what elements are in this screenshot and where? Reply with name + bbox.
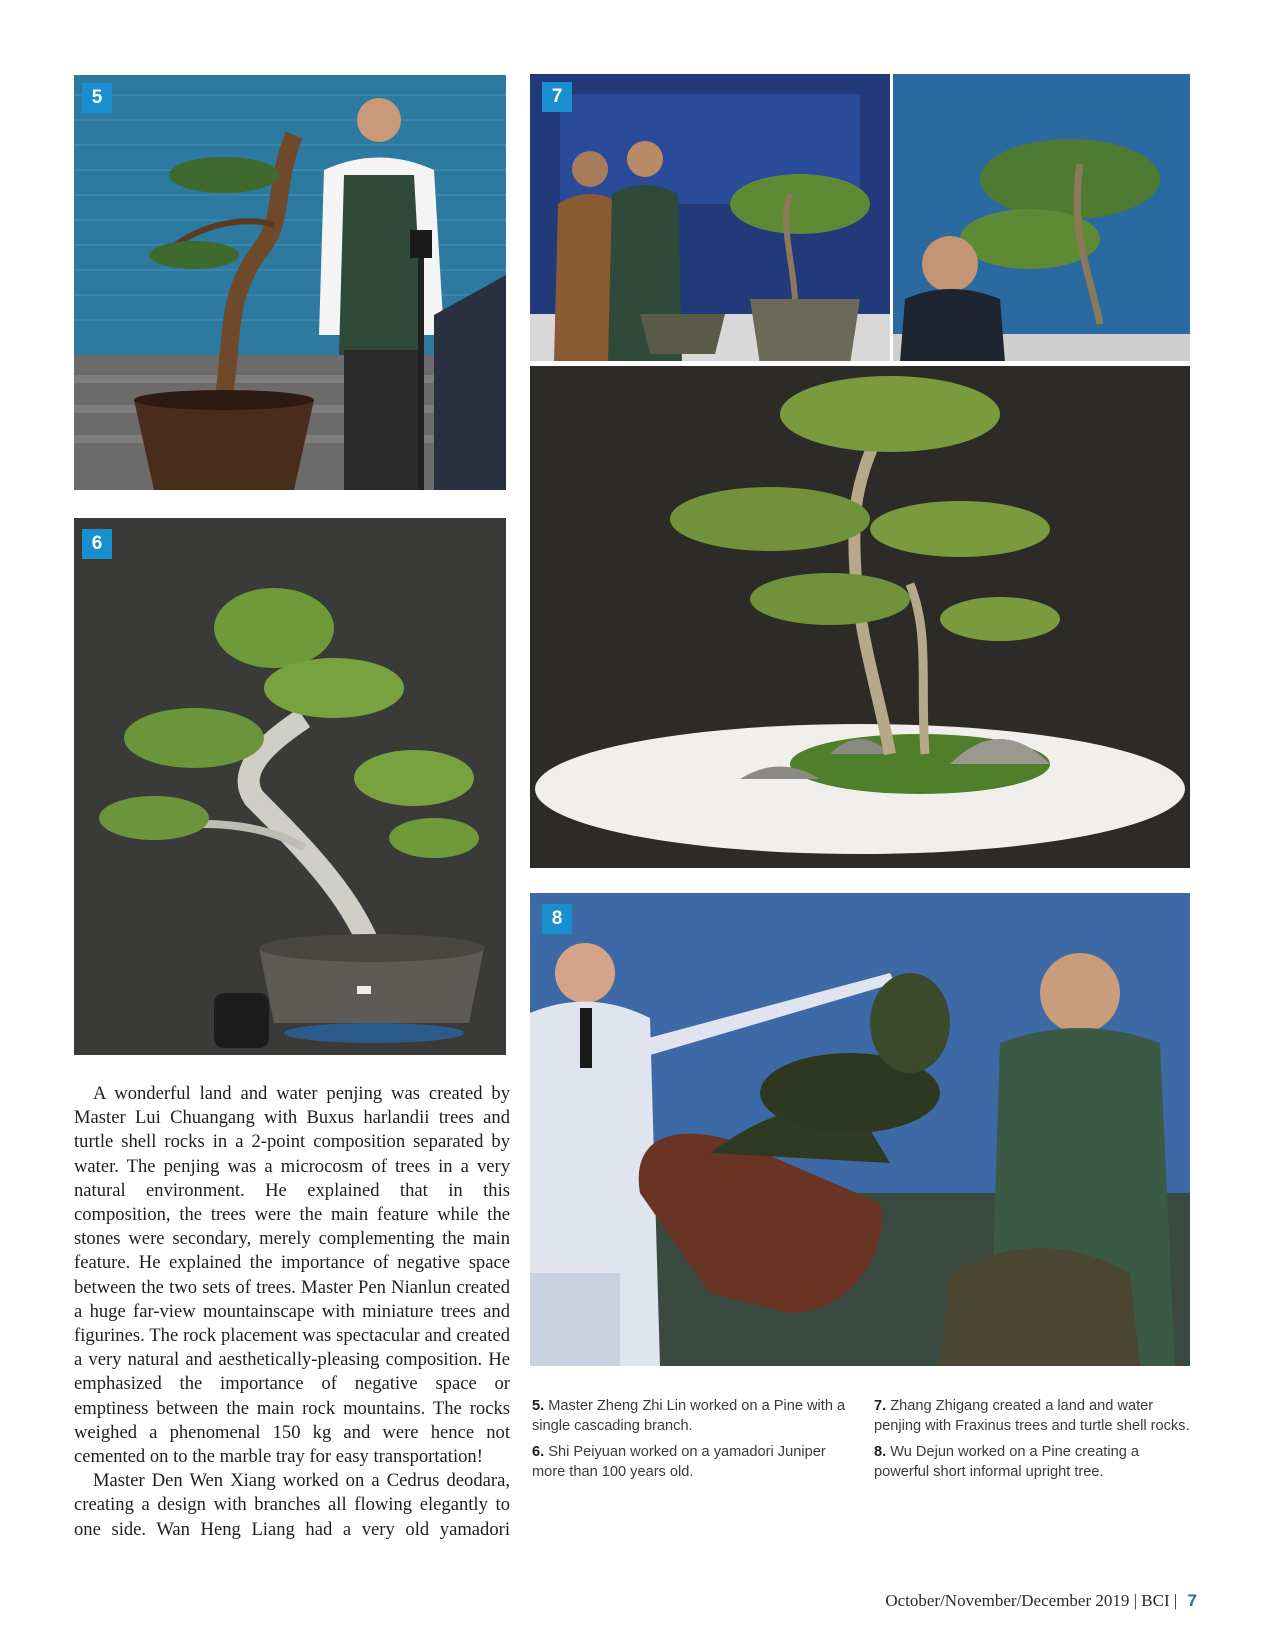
photo-8-number-badge: 8 xyxy=(542,904,572,934)
page-footer xyxy=(885,1591,1197,1611)
photo-5-number-badge: 5 xyxy=(82,83,112,113)
caption-text: Shi Peiyuan worked on a yamadori Juniper more than 100 years old. xyxy=(532,1444,826,1480)
article-paragraph: A wonderful land and water penjing was created by Master Lui Chuangang with Buxus harlandii trees and turtle shell rocks in a 2-point composition separated by water. The penjing was a microcosm of trees in a very natural environment. He explained that in this composition, the trees were the main feature while the stones were secondary, merely complementing the main feature. He explained the importance of negative space between the two sets of trees. Master Pen Nianlun created a huge far-view mountainscape with miniature trees and figurines. The rock placement was spectacular and created a very natural and aesthetically-pleasing composition. He emphasized the importance of negative space or emptiness between the main rock mountains. The rocks weighed a phenomenal 150 kg and were hence not cemented on to the marble tray for easy transportation! xyxy=(74,1083,510,1468)
caption-7 xyxy=(874,1396,1194,1436)
photo-6-number-badge: 6 xyxy=(82,529,112,559)
caption-text: Wu Dejun worked on a Pine creating a powerful short informal upright tree. xyxy=(874,1444,1140,1480)
photo-7-image xyxy=(530,74,1190,868)
photo-7-number-badge: 7 xyxy=(542,82,572,112)
article-body xyxy=(74,1082,510,1542)
caption-number: 7. xyxy=(874,1398,887,1414)
photo-6 xyxy=(74,518,506,1055)
caption-number: 6. xyxy=(532,1444,545,1460)
caption-5 xyxy=(532,1396,852,1436)
caption-text: Master Zheng Zhi Lin worked on a Pine with a single cascading branch. xyxy=(532,1398,846,1434)
caption-text: Zhang Zhigang created a land and water penjing with Fraxinus trees and turtle shell rocks. xyxy=(874,1398,1190,1434)
caption-6 xyxy=(532,1442,852,1482)
caption-number: 5. xyxy=(532,1398,545,1414)
caption-number: 8. xyxy=(874,1444,887,1460)
photo-8-image xyxy=(530,893,1190,1366)
photo-7 xyxy=(530,74,1190,868)
photo-5 xyxy=(74,75,506,490)
caption-8 xyxy=(874,1442,1194,1482)
photo-6-image xyxy=(74,518,506,1055)
issue-info: October/November/December 2019 | BCI | xyxy=(885,1591,1178,1610)
photo-5-image xyxy=(74,75,506,490)
article-paragraph: Master Den Wen Xiang worked on a Cedrus deodara, creating a design with branches all flowing elegantly to one side. Wan Heng Liang had a very old yamadori xyxy=(74,1470,510,1540)
photo-8 xyxy=(530,893,1190,1366)
page-number: 7 xyxy=(1187,1591,1197,1610)
